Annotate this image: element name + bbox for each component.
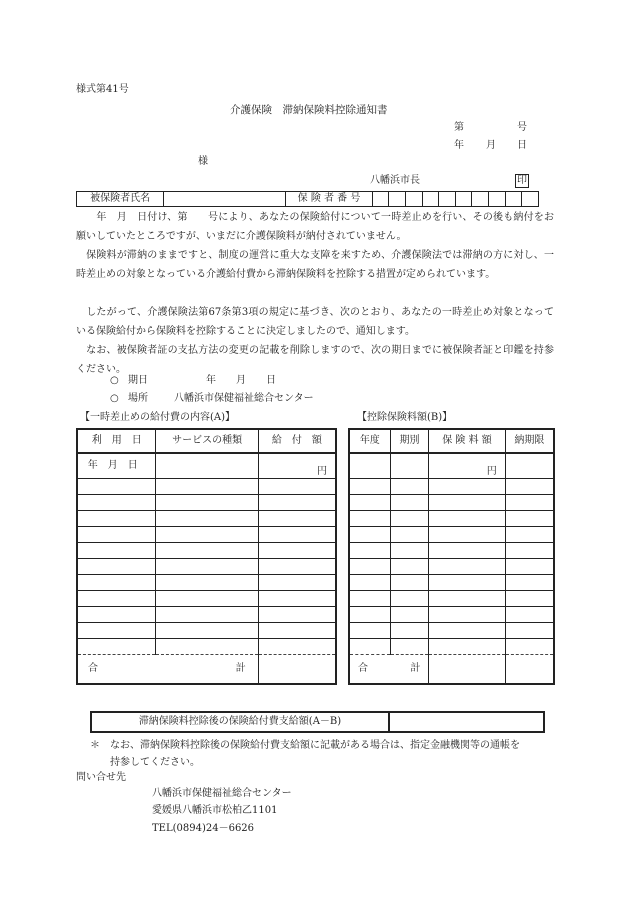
insured-number-digit[interactable] [522,192,539,207]
insured-name-label: 被保険者氏名 [77,192,164,207]
table-cell[interactable] [77,623,156,639]
column-header: 納期限 [505,429,554,453]
table-row [349,511,554,527]
table-cell[interactable] [429,495,505,511]
table-cell[interactable] [390,639,429,655]
table-b-caption: 【控除保険料額(B)】 [357,412,453,423]
total-label-right: 計 [410,663,421,674]
table-cell[interactable] [156,559,258,575]
table-row [77,591,336,607]
table-cell[interactable] [77,639,156,655]
table-cell[interactable] [505,607,554,623]
table-row [349,639,554,655]
document-title: 介護保険 滞納保険料控除通知書 [230,104,388,116]
body-paragraph-3: したがって、介護保険法第67条第3項の規定に基づき、次のとおり、あなたの一時差止め対象となっている保険給付から保険料を控除することに決定しましたので、通知します。 [76,307,554,337]
table-cell[interactable] [156,479,258,495]
date-year: 年 [454,140,464,151]
total-value-cell[interactable] [258,655,336,685]
table-row [77,511,336,527]
date-day: 日 [517,140,527,151]
table-cell[interactable] [258,559,336,575]
appointment-bullet: ○ [110,393,119,404]
contact-organization: 八幡浜市保健福祉総合センター [152,788,292,799]
total-label-left: 合 [88,663,98,674]
table-cell[interactable] [258,527,336,543]
table-cell[interactable] [429,543,505,559]
insured-number-digit[interactable] [389,192,406,207]
table-row [349,543,554,559]
table-cell[interactable] [156,591,258,607]
table-cell[interactable] [390,479,429,495]
seal-mark: 印 [517,175,527,186]
table-cell[interactable] [390,543,429,559]
table-row [349,607,554,623]
table-cell[interactable] [505,559,554,575]
table-cell[interactable] [390,527,429,543]
insured-number-digit[interactable] [472,192,489,207]
table-cell[interactable] [505,543,554,559]
table-cell[interactable] [390,623,429,639]
table-cell[interactable] [505,575,554,591]
table-row [349,575,554,591]
table-cell[interactable] [349,575,390,591]
table-cell[interactable] [390,607,429,623]
table-cell[interactable] [349,639,390,655]
table-cell[interactable] [156,527,258,543]
appointment-bullet: ○ [110,375,119,386]
column-header: 期別 [390,429,429,453]
total-label-left: 合 [358,663,368,674]
table-cell[interactable] [258,575,336,591]
form-number: 様式第41号 [76,84,129,95]
table-cell[interactable] [505,453,554,479]
total-label-right: 計 [235,663,246,674]
table-row [77,559,336,575]
insured-number-digit[interactable] [455,192,472,207]
table-cell[interactable] [390,575,429,591]
column-header: 利 用 日 [77,429,156,453]
table-cell[interactable] [156,623,258,639]
table-row [349,479,554,495]
table-cell[interactable] [349,607,390,623]
table-cell[interactable] [349,511,390,527]
table-cell[interactable] [349,559,390,575]
table-row [77,639,336,655]
table-cell[interactable] [77,479,156,495]
table-cell[interactable] [505,495,554,511]
total-row [77,655,336,685]
insured-name-field[interactable] [164,192,286,207]
table-cell[interactable] [505,623,554,639]
payment-amount-table [90,711,545,733]
table-cell[interactable] [156,453,258,479]
table-row [349,559,554,575]
table-cell[interactable]: 円 [429,453,505,479]
table-cell[interactable] [156,575,258,591]
table-cell[interactable] [429,479,505,495]
table-cell[interactable] [349,543,390,559]
table-cell[interactable] [156,511,258,527]
insured-number-digit[interactable] [439,192,456,207]
addressee-suffix: 様 [198,156,208,167]
table-cell[interactable] [505,511,554,527]
table-row [77,543,336,559]
appointment-place-label: 場所 [128,393,148,404]
table-a-caption: 【一時差止めの給付費の内容(A)】 [80,412,236,423]
table-cell[interactable] [505,479,554,495]
table-row [349,495,554,511]
table-cell[interactable] [349,479,390,495]
table-cell[interactable] [429,591,505,607]
issuer: 八幡浜市長 [370,175,420,186]
table-cell[interactable] [429,639,505,655]
table-cell[interactable] [77,495,156,511]
insured-number-digit[interactable] [405,192,422,207]
table-cell[interactable] [429,527,505,543]
payment-amount-field[interactable] [389,712,544,732]
table-row [77,607,336,623]
table-cell[interactable] [258,495,336,511]
table-cell[interactable] [429,511,505,527]
insured-number-digit[interactable] [489,192,506,207]
table-cell[interactable] [77,607,156,623]
insured-number-digit[interactable] [505,192,522,207]
table-cell[interactable] [77,591,156,607]
body-paragraph-4: なお、被保険者証の支払方法の変更の記載を削除しますので、次の期日までに被保険者証と印鑑を持参ください。 [76,345,554,375]
column-header: 給 付 額 [258,429,336,453]
note-line-1: なお、滞納保険料控除後の保険給付費支給額に記載がある場合は、指定金融機関等の通帳を [110,740,520,751]
table-cell[interactable] [390,495,429,511]
table-cell[interactable] [258,639,336,655]
table-a [76,428,337,685]
table-cell[interactable] [77,511,156,527]
column-header: 保 険 料 額 [429,429,505,453]
table-cell[interactable] [156,639,258,655]
table-cell[interactable] [505,639,554,655]
table-cell[interactable] [429,575,505,591]
table-row [77,495,336,511]
appointment-date-value: 年 月 日 [206,375,276,386]
table-cell[interactable] [258,543,336,559]
insured-number-digit[interactable] [422,192,439,207]
column-header: 年度 [349,429,390,453]
doc-number-prefix: 第 [454,122,464,133]
table-row [349,591,554,607]
date-month: 月 [486,140,496,151]
table-cell[interactable] [77,527,156,543]
table-b [348,428,555,685]
table-cell[interactable] [390,559,429,575]
doc-number-suffix: 号 [517,122,527,133]
table-row [77,479,336,495]
table-cell[interactable] [258,607,336,623]
table-row [349,453,554,479]
body-paragraph-2: 保険料が滞納のままですと、制度の運営に重大な支障を来すため、介護保険法では滞納の方に対し、一時差止めの対象となっている介護給付費から滞納保険料を控除する措置が定められています。 [76,250,554,280]
table-cell[interactable] [156,495,258,511]
table-cell[interactable] [77,559,156,575]
total-value-cell[interactable] [505,655,554,685]
table-cell[interactable] [429,607,505,623]
insured-number-digit[interactable] [372,192,389,207]
table-row [77,453,336,479]
total-row [349,655,554,685]
table-cell[interactable] [156,607,258,623]
table-cell[interactable] [349,527,390,543]
table-cell[interactable] [349,495,390,511]
table-cell[interactable] [349,591,390,607]
table-cell[interactable] [505,591,554,607]
table-cell[interactable] [258,479,336,495]
note-line-2: 持参してください。 [110,757,200,768]
table-cell[interactable] [429,559,505,575]
table-cell[interactable] [77,575,156,591]
total-label [349,655,429,685]
contact-heading: 問い合せ先 [76,772,126,783]
table-cell[interactable]: 円 [258,453,336,479]
appointment-place-value: 八幡浜市保健福祉総合センター [174,393,314,404]
table-row [77,623,336,639]
table-row [77,527,336,543]
body-paragraph-1: 年 月 日付け、第 号により、あなたの保険給付について一時差止めを行い、その後も納付をお願いしていたところですが、いまだに介護保険料が納付されていません。 [76,212,554,242]
note-mark: ＊ [90,740,100,751]
table-row [77,575,336,591]
table-row [349,623,554,639]
table-cell[interactable] [505,527,554,543]
table-cell[interactable] [258,591,336,607]
table-cell[interactable] [258,511,336,527]
table-cell[interactable] [390,511,429,527]
table-cell[interactable] [349,453,390,479]
table-cell[interactable] [258,623,336,639]
insured-number-label: 保 険 者 番 号 [286,192,372,207]
table-cell[interactable] [390,453,429,479]
column-header: サービスの種類 [156,429,258,453]
payment-amount-label: 滞納保険料控除後の保険給付費支給額(A－B) [91,712,389,732]
insured-info-table [76,191,539,207]
contact-phone: TEL(0894)24－6626 [152,823,255,834]
table-cell[interactable] [77,543,156,559]
table-cell[interactable] [429,623,505,639]
total-value-cell[interactable] [429,655,505,685]
total-label [77,655,258,685]
appointment-date-label: 期日 [128,375,148,386]
table-cell[interactable] [390,591,429,607]
contact-address: 愛媛県八幡浜市松柏乙1101 [152,805,278,816]
table-cell[interactable] [156,543,258,559]
table-cell[interactable] [349,623,390,639]
table-row [349,527,554,543]
table-cell[interactable]: 年 月 日 [77,453,156,479]
